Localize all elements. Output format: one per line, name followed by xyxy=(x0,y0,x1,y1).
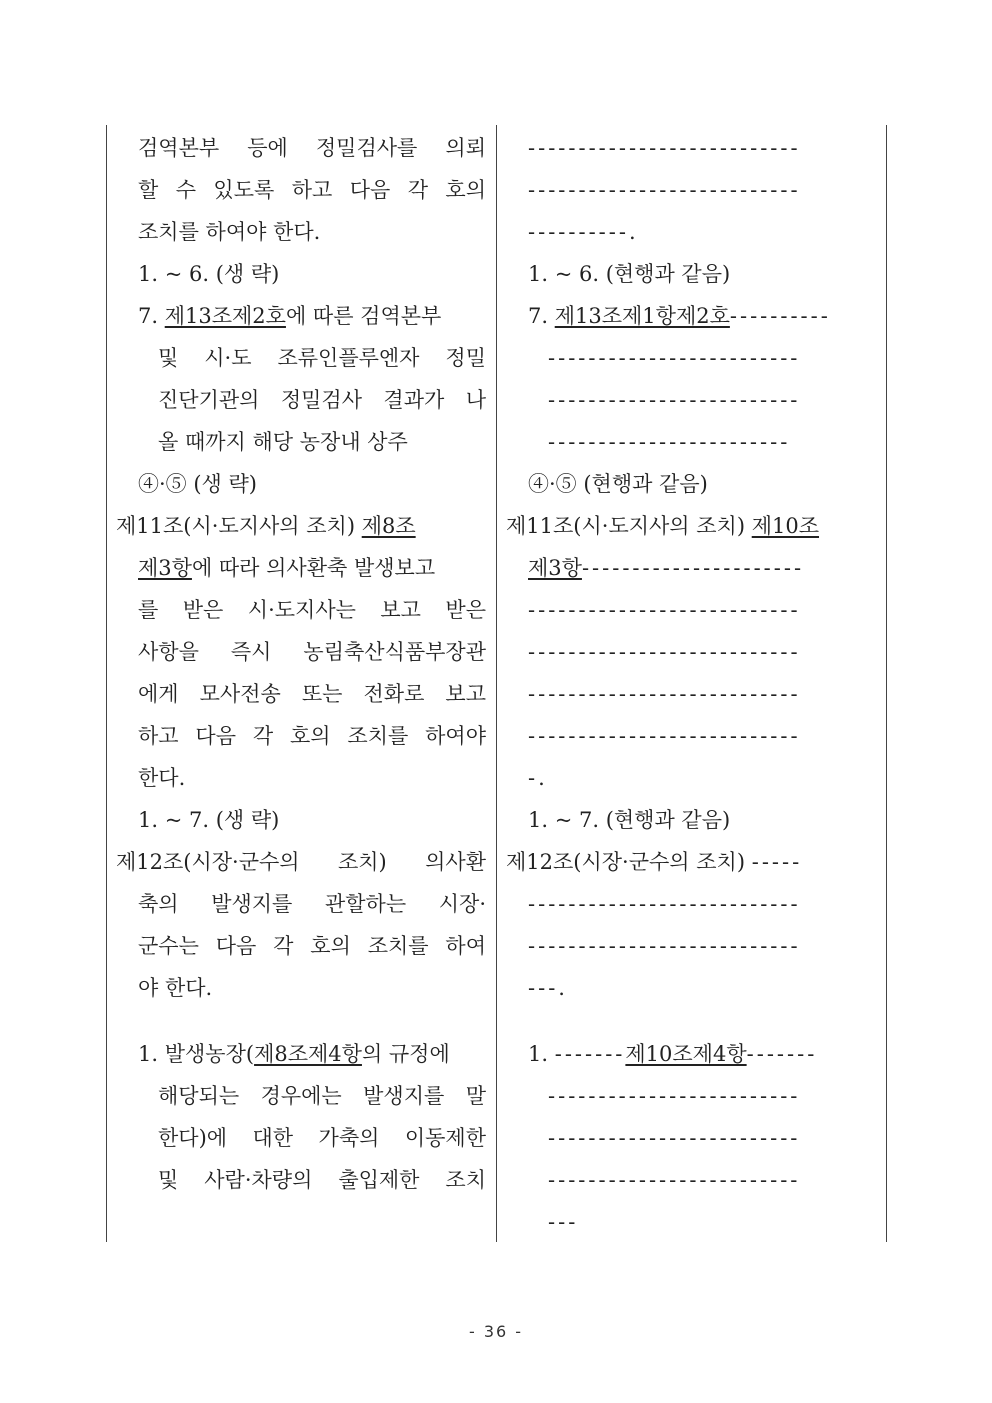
right-line-7 xyxy=(548,379,878,421)
right-line-22 xyxy=(528,1033,878,1075)
table-center-divider xyxy=(496,125,497,1242)
right-line-16-dashes: -. xyxy=(528,766,548,790)
left-line-5-pre: 7. xyxy=(138,304,165,328)
right-line-6-dashes: ------------------------- xyxy=(548,346,801,370)
table-right-border xyxy=(886,125,887,1242)
right-line-19-dashes: --------------------------- xyxy=(528,892,801,916)
right-line-10-amended-ref: 제10조 xyxy=(751,514,820,538)
left-line-3: 조치를 하여야 한다. xyxy=(138,220,321,244)
left-line-23: 해당되는 경우에는 발생지를 말 xyxy=(158,1084,486,1108)
left-line-5 xyxy=(138,295,486,337)
right-line-20-dashes: --------------------------- xyxy=(528,934,801,958)
left-line-8: 올 때까지 해당 농장내 상주 xyxy=(158,430,408,454)
left-line-11 xyxy=(138,547,486,589)
right-line-21-dashes: ---. xyxy=(528,976,568,1000)
right-line-10 xyxy=(506,505,878,547)
right-line-15-dashes: --------------------------- xyxy=(528,724,801,748)
right-line-25-dashes: ------------------------- xyxy=(548,1168,801,1192)
right-line-5-dashes: ---------- xyxy=(729,304,831,328)
right-line-8-dashes: ------------------------ xyxy=(548,430,791,454)
table-left-border xyxy=(106,125,107,1242)
right-line-22-pre: 1. xyxy=(528,1042,555,1066)
left-line-11-amended-ref: 제3항 xyxy=(138,556,192,580)
right-line-26-dashes: --- xyxy=(548,1210,579,1234)
left-line-22-post: 의 규정에 xyxy=(361,1042,450,1066)
right-line-22-amended-ref: 제10조제4항 xyxy=(625,1042,747,1066)
right-line-23-dashes: ------------------------- xyxy=(548,1084,801,1108)
left-line-22-pre: 1. 발생농장( xyxy=(138,1042,255,1066)
right-line-5-pre: 7. xyxy=(528,304,555,328)
left-line-16: 한다. xyxy=(138,766,186,790)
left-line-15: 하고 다음 각 호의 조치를 하여야 xyxy=(138,724,486,748)
right-line-22-dashes-b: ------- xyxy=(746,1042,818,1066)
left-line-6: 및 시·도 조류인플루엔자 정밀 xyxy=(158,346,486,370)
page-number: - 36 - xyxy=(468,1322,524,1341)
right-line-18 xyxy=(506,841,878,883)
left-line-17: 1. ~ 7. (생 략) xyxy=(138,808,280,832)
right-line-13 xyxy=(528,631,878,673)
right-line-9: ④·⑤ (현행과 같음) xyxy=(528,472,708,496)
left-line-5-amended-ref: 제13조제2호 xyxy=(164,304,286,328)
right-line-17: 1. ~ 7. (현행과 같음) xyxy=(528,808,731,832)
right-line-20 xyxy=(528,925,878,967)
left-line-22-amended-ref: 제8조제4항 xyxy=(254,1042,362,1066)
left-line-21: 야 한다. xyxy=(138,976,213,1000)
right-line-7-dashes: ------------------------- xyxy=(548,388,801,412)
left-line-20: 군수는 다음 각 호의 조치를 하여 xyxy=(138,934,486,958)
right-line-5-amended-ref: 제13조제1항제2호 xyxy=(554,304,730,328)
left-line-19: 축의 발생지를 관할하는 시장· xyxy=(138,892,486,916)
right-line-14-dashes: --------------------------- xyxy=(528,682,801,706)
right-line-26 xyxy=(548,1201,878,1243)
left-line-2: 할 수 있도록 하고 다음 각 호의 xyxy=(138,178,486,202)
right-line-16 xyxy=(528,757,878,799)
right-line-3 xyxy=(528,211,878,253)
right-line-24-dashes: ------------------------- xyxy=(548,1126,801,1150)
left-line-10-amended-ref: 제8조 xyxy=(361,514,416,538)
right-line-13-dashes: --------------------------- xyxy=(528,640,801,664)
right-line-11-dashes: ---------------------- xyxy=(581,556,805,580)
right-line-11 xyxy=(528,547,878,589)
left-line-7: 진단기관의 정밀검사 결과가 나 xyxy=(158,388,486,412)
right-line-8 xyxy=(548,421,878,463)
right-line-25 xyxy=(548,1159,878,1201)
right-line-15 xyxy=(528,715,878,757)
right-line-5 xyxy=(528,295,878,337)
right-line-19 xyxy=(528,883,878,925)
right-line-12 xyxy=(528,589,878,631)
left-line-13: 사항을 즉시 농림축산식품부장관 xyxy=(138,640,486,664)
right-line-12-dashes: --------------------------- xyxy=(528,598,801,622)
right-line-21 xyxy=(528,967,878,1009)
right-line-18-pre: 제12조(시장·군수의 조치) xyxy=(506,850,752,874)
right-line-11-amended-ref: 제3항 xyxy=(528,556,582,580)
right-line-1-dashes: --------------------------- xyxy=(528,136,801,160)
right-line-2 xyxy=(528,169,878,211)
left-line-10 xyxy=(116,505,488,547)
right-line-14 xyxy=(528,673,878,715)
left-line-5-post: 에 따른 검역본부 xyxy=(285,304,442,328)
right-line-24 xyxy=(548,1117,878,1159)
right-line-3-dashes: ----------. xyxy=(528,220,639,244)
left-line-18: 제12조(시장·군수의 조치) 의사환 xyxy=(116,850,486,874)
right-line-18-dashes: ----- xyxy=(751,850,803,874)
right-line-6 xyxy=(548,337,878,379)
right-line-1 xyxy=(528,127,878,169)
left-line-14: 에게 모사전송 또는 전화로 보고 xyxy=(138,682,486,706)
right-line-23 xyxy=(548,1075,878,1117)
left-line-25: 및 사람·차량의 출입제한 조치 xyxy=(158,1168,486,1192)
right-line-10-pre: 제11조(시·도지사의 조치) xyxy=(506,514,752,538)
left-line-9: ④·⑤ (생 략) xyxy=(138,472,257,496)
left-line-12: 를 받은 시·도지사는 보고 받은 xyxy=(138,598,486,622)
left-line-1: 검역본부 등에 정밀검사를 의뢰 xyxy=(138,136,486,160)
left-line-24: 한다)에 대한 가축의 이동제한 xyxy=(158,1126,486,1150)
left-line-4: 1. ~ 6. (생 략) xyxy=(138,262,280,286)
left-line-10-pre: 제11조(시·도지사의 조치) xyxy=(116,514,362,538)
right-line-4: 1. ~ 6. (현행과 같음) xyxy=(528,262,731,286)
right-line-22-dashes-a: ------- xyxy=(554,1042,626,1066)
left-line-22 xyxy=(138,1033,486,1075)
left-line-11-post: 에 따라 의사환축 발생보고 xyxy=(191,556,436,580)
right-line-2-dashes: --------------------------- xyxy=(528,178,801,202)
